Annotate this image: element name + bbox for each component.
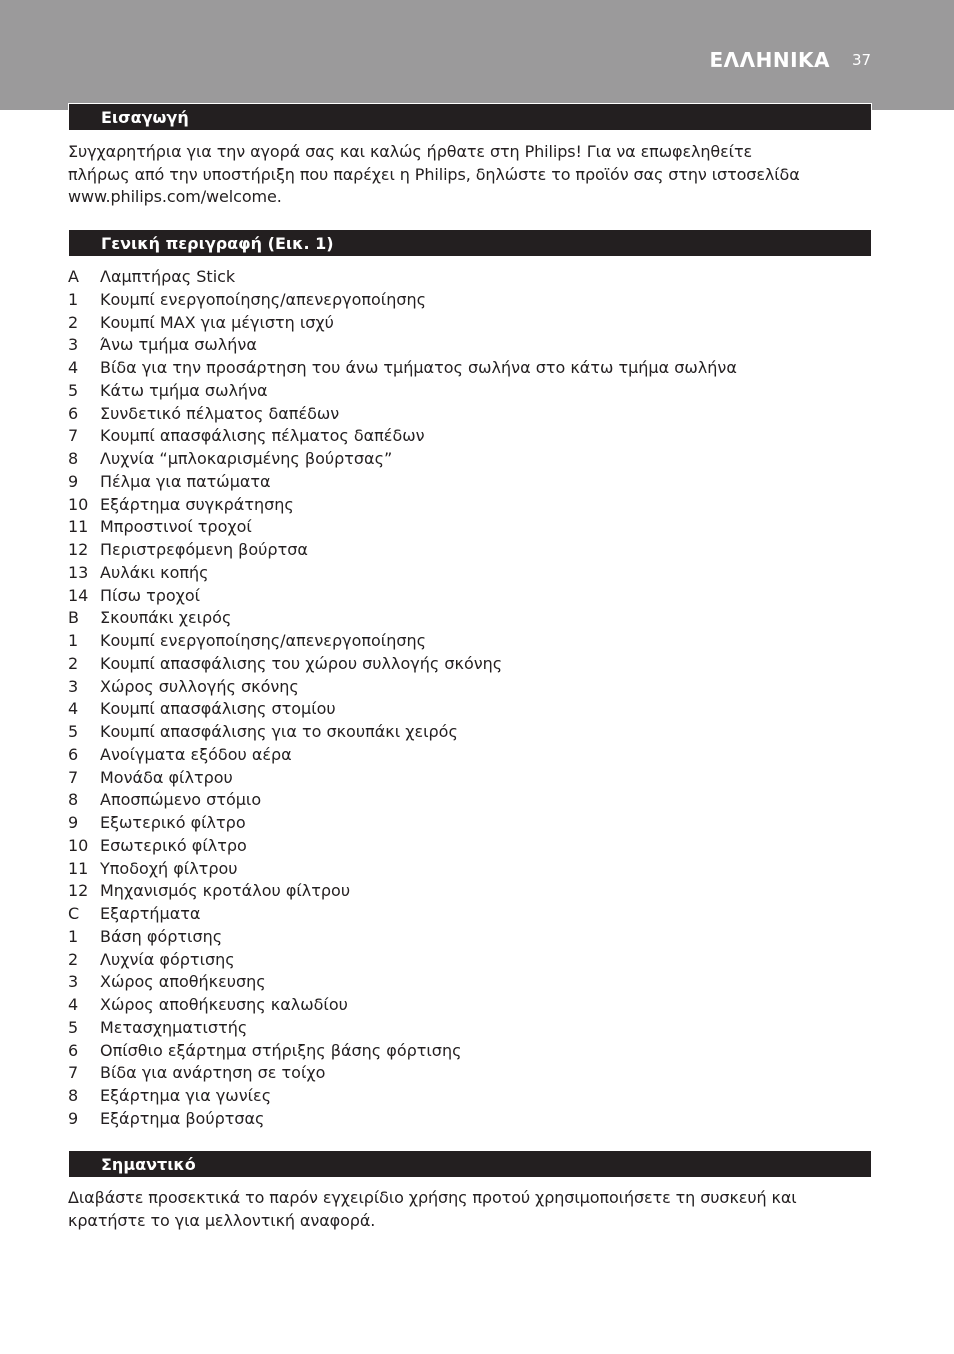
section-heading-important <box>68 1150 872 1178</box>
list-item-number: 10 <box>68 835 89 855</box>
list-item-text: Κουμπί ενεργοποίησης/απενεργοποίησης <box>100 631 427 650</box>
list-item-text: Λυχνία φόρτισης <box>100 949 235 969</box>
section-title-general: Γενική περιγραφή (Εικ. 1) <box>101 234 334 253</box>
list-item <box>68 357 868 380</box>
list-item <box>68 471 868 494</box>
list-item-text: Συνδετικό πέλματος δαπέδων <box>100 403 340 423</box>
list-item <box>68 585 868 608</box>
list-item-text: Κουμπί απασφάλισης για το σκουπάκι χειρός <box>100 722 458 741</box>
list-item-number: 9 <box>68 813 79 832</box>
parts-list <box>68 266 868 1131</box>
list-item-text: Χώρος συλλογής σκόνης <box>100 676 299 696</box>
list-item <box>68 266 868 289</box>
list-item-text: Οπίσθιο εξάρτημα στήριξης βάσης φόρτισης <box>100 1040 462 1060</box>
list-item-text: Μπροστινοί τροχοί <box>100 517 252 537</box>
list-item-text: Άνω τμήμα σωλήνα <box>100 335 257 355</box>
list-item <box>68 926 868 949</box>
list-item <box>68 903 868 926</box>
list-item <box>68 425 868 448</box>
list-item <box>68 949 868 972</box>
list-item-text: Εξαρτήματα <box>100 904 201 923</box>
list-item-number: 4 <box>68 699 79 719</box>
list-item-number: 6 <box>68 744 79 764</box>
list-item-number: 12 <box>68 540 89 559</box>
list-item-text: Αποσπώμενο στόμιο <box>100 790 262 810</box>
list-item-number: 14 <box>68 585 89 605</box>
list-item-number: C <box>68 904 80 923</box>
list-item <box>68 1040 868 1063</box>
list-item-number: 1 <box>68 289 79 309</box>
list-item <box>68 789 868 812</box>
list-item-text: Κουμπί ενεργοποίησης/απενεργοποίησης <box>100 289 427 309</box>
list-item <box>68 858 868 881</box>
list-item <box>68 767 868 790</box>
section-title-intro: Εισαγωγή <box>101 108 189 127</box>
list-item-text: Βίδα για ανάρτηση σε τοίχο <box>100 1063 326 1083</box>
list-item <box>68 334 868 357</box>
language-title: ΕΛΛΗΝΙΚΑ <box>709 48 830 72</box>
list-item-text: Χώρος αποθήκευσης καλωδίου <box>100 995 348 1014</box>
list-item-number: 11 <box>68 858 89 878</box>
list-item-number: 9 <box>68 1108 79 1128</box>
intro-line: πλήρως από την υποστήριξη που παρέχει η Philips, δηλώστε το προϊόν σας στην ιστοσελίδα <box>68 164 800 184</box>
list-item-text: Σκουπάκι χειρός <box>100 608 232 628</box>
list-item <box>68 448 868 471</box>
list-item-number: 1 <box>68 926 79 946</box>
list-item-text: Περιστρεφόμενη βούρτσα <box>100 540 308 559</box>
list-item-text: Αυλάκι κοπής <box>100 562 209 582</box>
list-item <box>68 698 868 721</box>
list-item-number: 7 <box>68 1063 79 1083</box>
list-item <box>68 744 868 767</box>
list-item <box>68 1062 868 1085</box>
list-item <box>68 880 868 903</box>
list-item-number: 5 <box>68 1017 79 1037</box>
list-item-number: 11 <box>68 517 89 537</box>
list-item <box>68 812 868 835</box>
list-item-text: Χώρος αποθήκευσης <box>100 972 266 992</box>
list-item-text: Εξάρτημα συγκράτησης <box>100 494 294 514</box>
list-item-text: Κάτω τμήμα σωλήνα <box>100 380 268 400</box>
list-item-text: Υποδοχή φίλτρου <box>100 858 238 878</box>
list-item <box>68 1017 868 1040</box>
list-item-text: Βίδα για την προσάρτηση του άνω τμήματος σωλήνα στο κάτω τμήμα σωλήνα <box>100 358 737 377</box>
page-number: 37 <box>852 51 872 69</box>
list-item-text: Μονάδα φίλτρου <box>100 767 233 787</box>
list-item-text: Εσωτερικό φίλτρο <box>100 835 247 855</box>
list-item-number: A <box>68 267 79 286</box>
list-item-text: Μηχανισμός κροτάλου φίλτρου <box>100 881 351 901</box>
list-item <box>68 403 868 426</box>
list-item-text: Μετασχηματιστής <box>100 1017 248 1037</box>
list-item-number: 2 <box>68 653 79 673</box>
list-item <box>68 380 868 403</box>
list-item-number: 6 <box>68 1040 79 1060</box>
list-item <box>68 994 868 1017</box>
header-band <box>0 0 954 110</box>
list-item-text: Εξάρτημα για γωνίες <box>100 1086 272 1105</box>
list-item <box>68 1108 868 1131</box>
list-item-number: 8 <box>68 790 79 810</box>
list-item-text: Πίσω τροχοί <box>100 585 201 605</box>
list-item-number: 9 <box>68 471 79 491</box>
list-item <box>68 835 868 858</box>
list-item-number: 3 <box>68 676 79 696</box>
intro-link-line: www.philips.com/welcome. <box>68 187 282 206</box>
list-item-number: 5 <box>68 380 79 400</box>
important-line: Διαβάστε προσεκτικά το παρόν εγχειρίδιο χρήσης προτού χρησιμοποιήσετε τη συσκευή και <box>68 1188 797 1207</box>
list-item-number: B <box>68 608 79 628</box>
intro-line: Συγχαρητήρια για την αγορά σας και καλώς ήρθατε στη Philips! Για να επωφεληθείτε <box>68 142 753 161</box>
list-item-text: Κουμπί απασφάλισης στομίου <box>100 699 336 719</box>
list-item <box>68 289 868 312</box>
section-heading-general <box>68 229 872 257</box>
list-item-text: Βάση φόρτισης <box>100 926 223 946</box>
list-item-text: Ανοίγματα εξόδου αέρα <box>100 744 292 764</box>
list-item-number: 3 <box>68 972 79 992</box>
list-item-text: Κουμπί απασφάλισης πέλματος δαπέδων <box>100 426 425 446</box>
list-item-number: 10 <box>68 494 89 514</box>
list-item-text: Εξωτερικό φίλτρο <box>100 813 246 832</box>
list-item-number: 6 <box>68 403 79 423</box>
important-paragraph <box>68 1187 868 1232</box>
section-heading-intro <box>68 103 872 131</box>
list-item-number: 7 <box>68 426 79 446</box>
list-item <box>68 494 868 517</box>
list-item-text: Λυχνία “μπλοκαρισμένης βούρτσας” <box>100 449 393 468</box>
list-item <box>68 676 868 699</box>
list-item-number: 3 <box>68 335 79 355</box>
list-item-number: 1 <box>68 631 79 650</box>
list-item <box>68 539 868 562</box>
list-item <box>68 1085 868 1108</box>
list-item-text: Λαμπτήρας Stick <box>100 267 236 286</box>
list-item-number: 5 <box>68 722 79 741</box>
list-item-number: 4 <box>68 995 79 1014</box>
list-item-text: Εξάρτημα βούρτσας <box>100 1108 265 1128</box>
list-item-number: 12 <box>68 881 89 901</box>
list-item <box>68 721 868 744</box>
list-item-number: 7 <box>68 767 79 787</box>
list-item <box>68 312 868 335</box>
list-item-text: Πέλμα για πατώματα <box>100 471 271 491</box>
list-item-number: 13 <box>68 562 89 582</box>
list-item <box>68 971 868 994</box>
list-item-text: Κουμπί απασφάλισης του χώρου συλλογής σκόνης <box>100 653 503 673</box>
list-item-number: 8 <box>68 449 79 468</box>
list-item-number: 4 <box>68 358 79 377</box>
intro-paragraph <box>68 141 868 209</box>
list-item <box>68 630 868 653</box>
list-item-text: Κουμπί MAX για μέγιστη ισχύ <box>100 312 334 332</box>
list-item-number: 2 <box>68 312 79 332</box>
list-item-number: 2 <box>68 949 79 969</box>
list-item-number: 8 <box>68 1086 79 1105</box>
list-item <box>68 607 868 630</box>
important-line: κρατήστε το για μελλοντική αναφορά. <box>68 1210 376 1230</box>
section-title-important: Σημαντικό <box>101 1155 196 1174</box>
list-item <box>68 516 868 539</box>
list-item <box>68 562 868 585</box>
list-item <box>68 653 868 676</box>
